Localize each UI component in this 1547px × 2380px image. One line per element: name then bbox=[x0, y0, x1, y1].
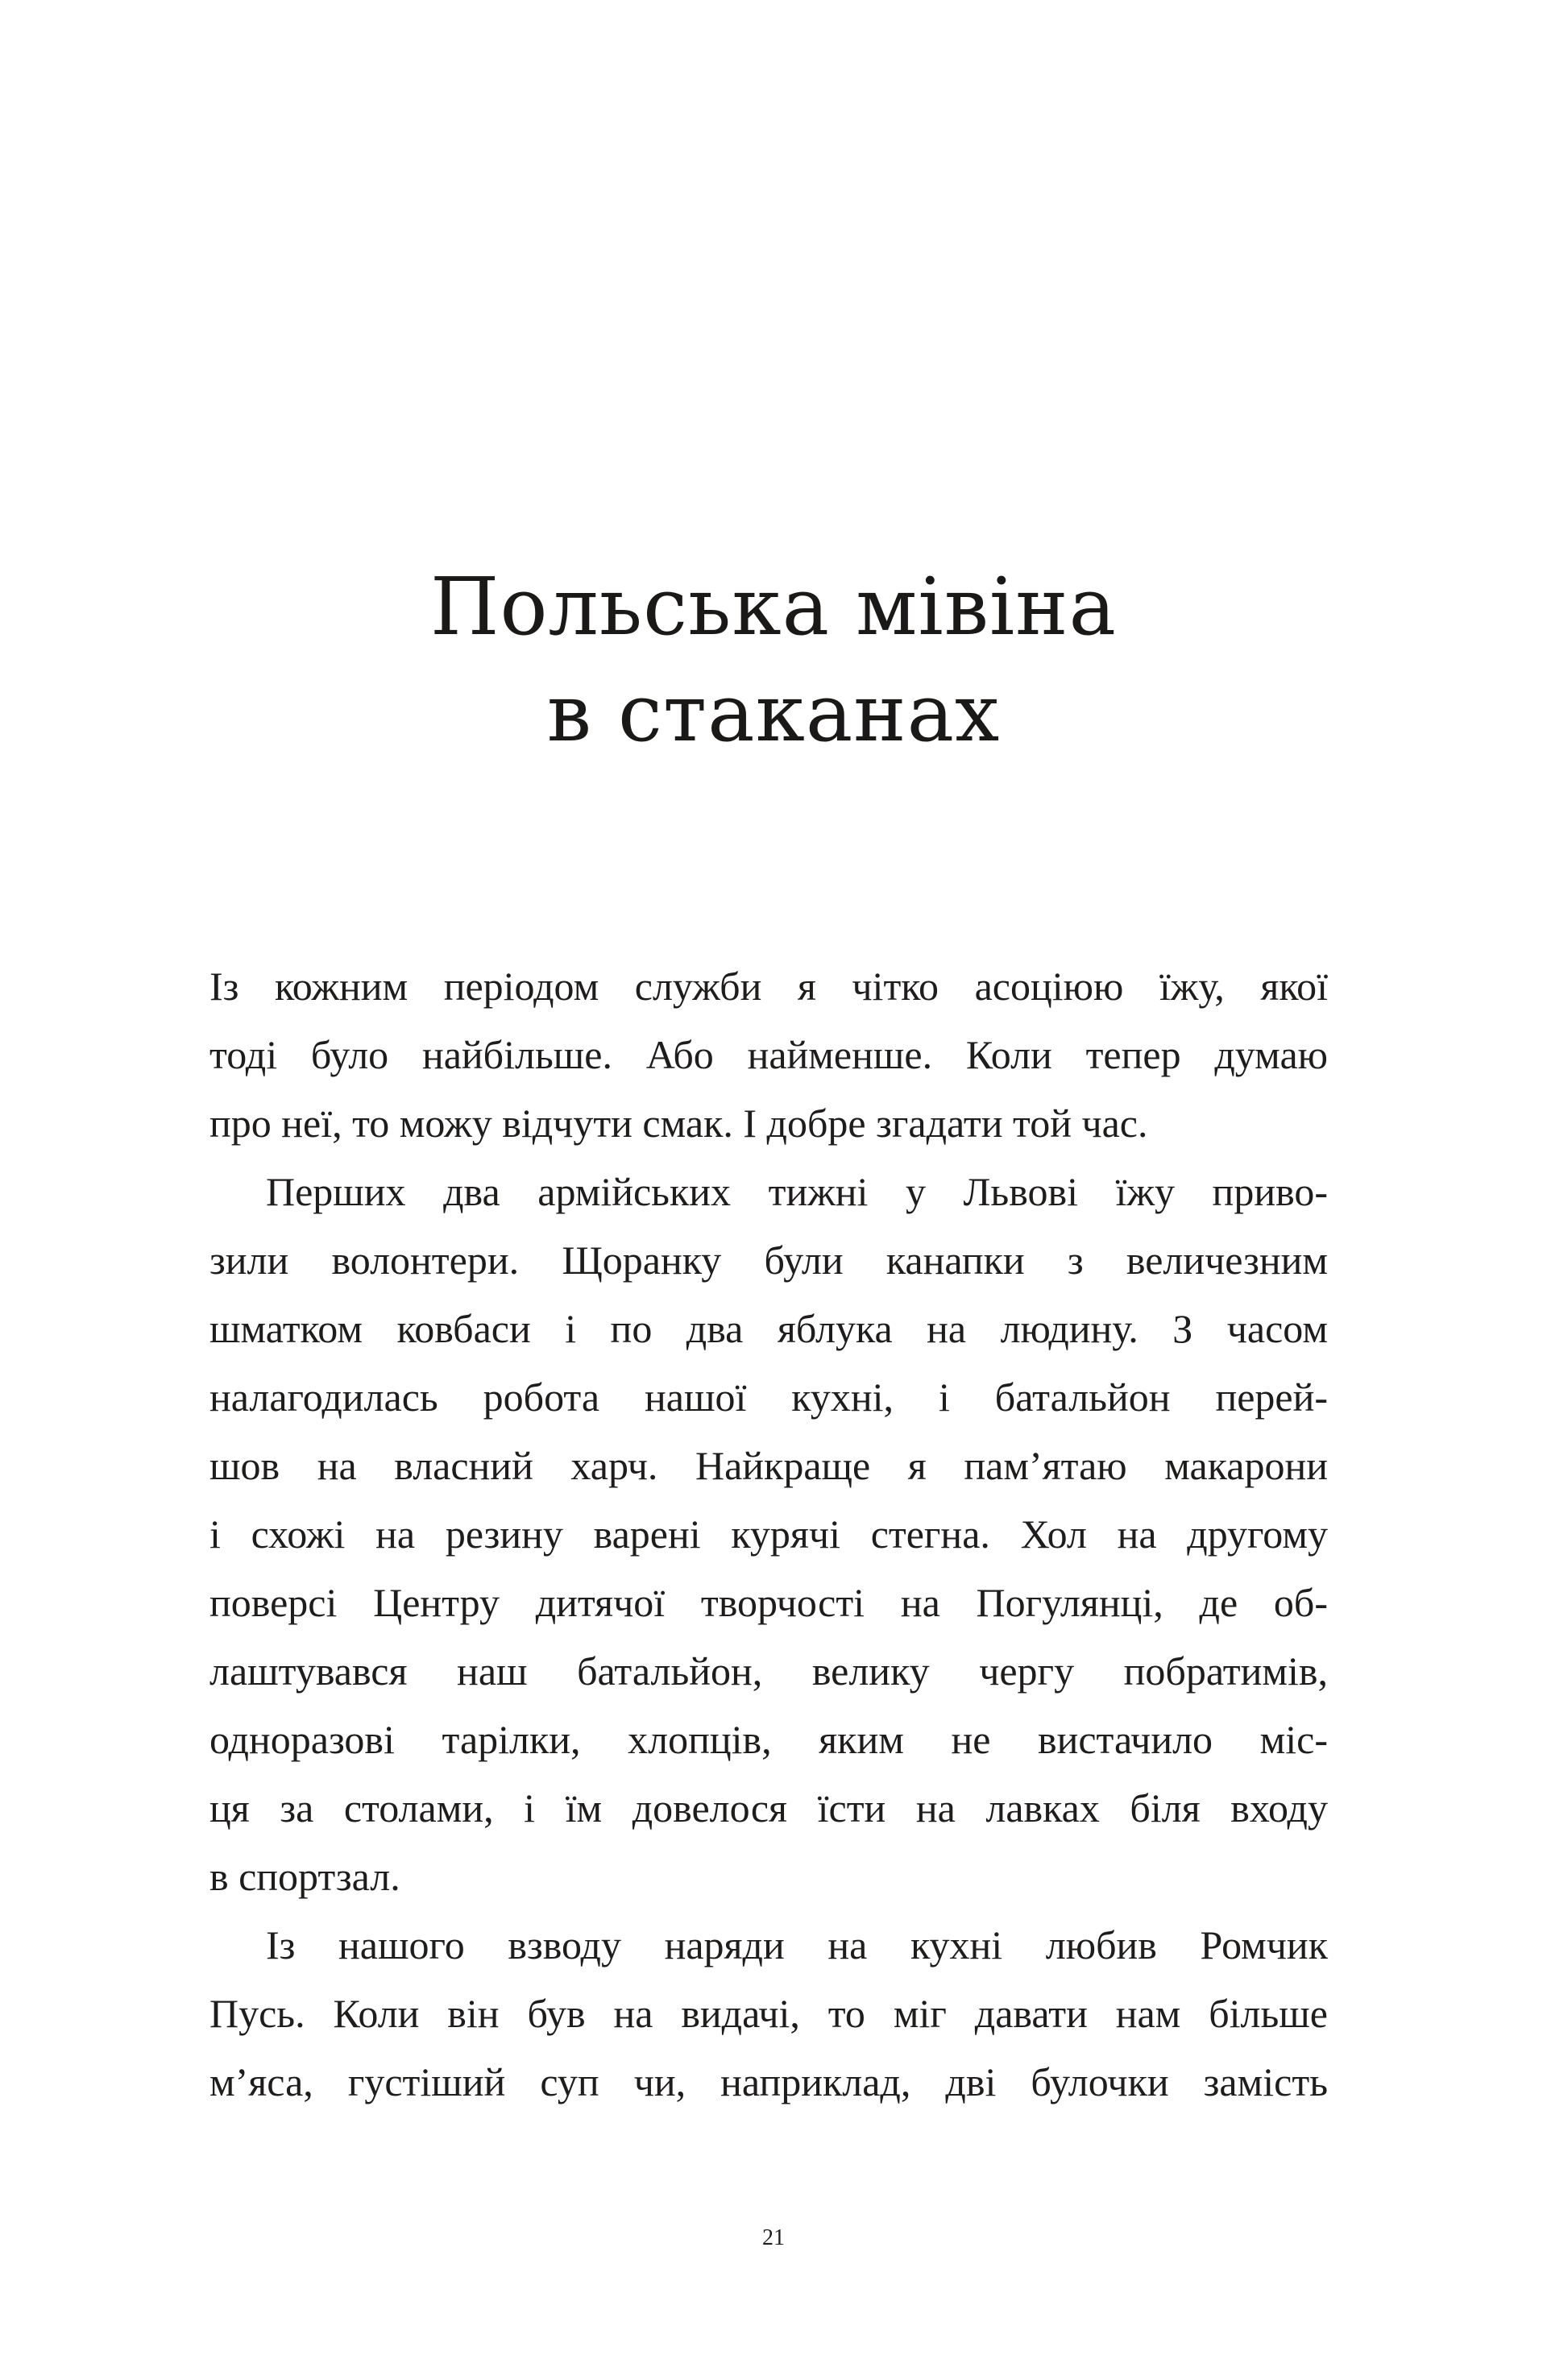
text-line: зили волонтери. Щоранку були канапки з величезним bbox=[209, 1238, 1328, 1283]
paragraph-3 bbox=[209, 1911, 1328, 2117]
text-line: в спортзал. bbox=[209, 1854, 400, 1899]
text-line: лаштувався наш батальйон, велику чергу побратимів, bbox=[209, 1648, 1328, 1694]
text-line: шов на власний харч. Найкраще я пам’ятаю макарони bbox=[209, 1443, 1328, 1488]
text-line: про неї, то можу відчути смак. І добре згадати той час. bbox=[209, 1101, 1148, 1146]
chapter-title-line-1: Польська мівіна bbox=[430, 562, 1117, 653]
text-line: поверсі Центру дитячої творчості на Погулянці, де об- bbox=[209, 1580, 1328, 1625]
paragraph-1 bbox=[209, 952, 1328, 1158]
text-line: тоді було найбільше. Або найменше. Коли тепер думаю bbox=[209, 1032, 1328, 1077]
page-number: 21 bbox=[762, 2225, 785, 2250]
text-line: м’яса, густіший суп чи, наприклад, дві булочки замість bbox=[209, 2059, 1328, 2104]
chapter-title bbox=[0, 554, 1547, 767]
text-line: шматком ковбаси і по два яблука на людину. З часом bbox=[209, 1306, 1328, 1351]
text-line: налагодилась робота нашої кухні, і батальйон перей- bbox=[209, 1375, 1328, 1420]
text-line: Із кожним періодом служби я чітко асоціюю їжу, якої bbox=[209, 964, 1328, 1009]
text-line: і схожі на резину варені курячі стегна. Хол на другому bbox=[209, 1511, 1328, 1557]
text-line: одноразові тарілки, хлопців, яким не вистачило міс- bbox=[209, 1717, 1328, 1762]
body-text bbox=[209, 952, 1328, 2117]
text-line: Із нашого взводу наряди на кухні любив Ромчик bbox=[266, 1922, 1328, 1967]
text-line: Перших два армійських тижні у Львові їжу приво- bbox=[266, 1169, 1328, 1214]
text-line: Пусь. Коли він був на видачі, то міг давати нам більше bbox=[209, 1991, 1328, 2036]
chapter-title-line-2: в стаканах bbox=[546, 668, 1001, 760]
text-line: ця за столами, і їм довелося їсти на лавках біля входу bbox=[209, 1785, 1328, 1831]
paragraph-2 bbox=[209, 1158, 1328, 1911]
